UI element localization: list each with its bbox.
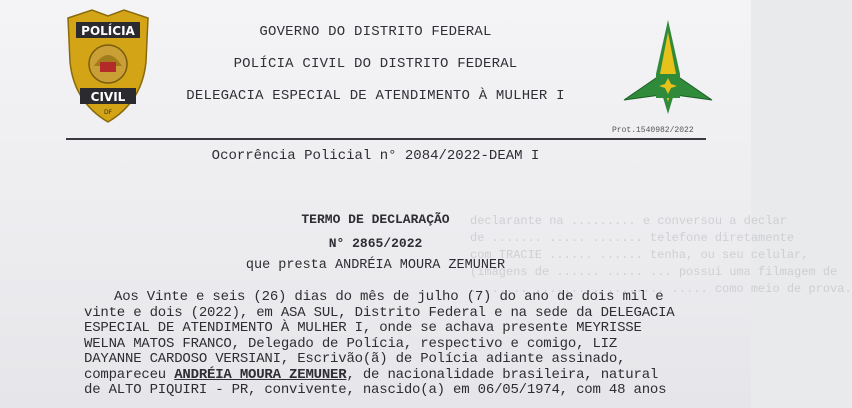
header-police: POLÍCIA CIVIL DO DISTRITO FEDERAL bbox=[233, 56, 518, 72]
protocol-number: Prot.1540982/2022 bbox=[612, 126, 694, 135]
body-line-6-post: , de nacionalidade brasileira, natural bbox=[346, 366, 659, 383]
header-delegacia: DELEGACIA ESPECIAL DE ATENDIMENTO À MULHER I bbox=[186, 88, 565, 104]
body-line-5: DAYANNE CARDOSO VERSIANI, Escrivão(ã) de Polícia adiante assinado, bbox=[84, 351, 626, 367]
body-line-1: Aos Vinte e seis (26) dias do mês de julho (7) do ano de dois mil e bbox=[114, 289, 664, 305]
declarant-line: que presta ANDRÉIA MOURA ZEMUNER bbox=[245, 258, 506, 273]
declarant-name: ANDRÉIA MOURA ZEMUNER bbox=[174, 366, 347, 383]
body-line-4: WELNA MATOS FRANCO, Delegado de Polícia, respectivo e comigo, LIZ bbox=[84, 335, 618, 352]
badge-top-text: POLÍCIA bbox=[81, 24, 135, 38]
badge-bottom-text: CIVIL bbox=[90, 90, 126, 104]
df-emblem-icon bbox=[622, 18, 714, 118]
badge-small-text: DF bbox=[103, 109, 113, 116]
occurrence-number: Ocorrência Policial n° 2084/2022-DEAM I bbox=[211, 148, 540, 164]
body-line-6-pre: compareceu bbox=[84, 366, 175, 383]
body-line-2: vinte e dois (2022), em ASA SUL, Distrito Federal e na sede da DELEGACIA bbox=[84, 304, 675, 321]
document-title: TERMO DE DECLARAÇÃO bbox=[301, 212, 450, 227]
body-line-7: de ALTO PIQUIRI - PR, convivente, nascido(a) em 06/05/1974, com 48 anos bbox=[84, 382, 667, 398]
header-divider bbox=[66, 138, 706, 140]
body-line-3: ESPECIAL DE ATENDIMENTO À MULHER I, onde se achava presente MEYRISSE bbox=[84, 320, 642, 336]
bleed-through-text: declarante na ......... e conversou a declar de ....... ..... ....... telefone diretamente com TRACIE ...... ...... tenha, ou seu celular, (imagens de ...... ..... ... possui uma filmagem de ........ ......... ........ ..... como meio de prova. bbox=[470, 214, 852, 296]
header-government: GOVERNO DO DISTRITO FEDERAL bbox=[259, 24, 492, 40]
body-line-6 bbox=[84, 368, 714, 384]
declaration-body bbox=[84, 290, 714, 399]
document-number: N° 2865/2022 bbox=[328, 236, 423, 251]
